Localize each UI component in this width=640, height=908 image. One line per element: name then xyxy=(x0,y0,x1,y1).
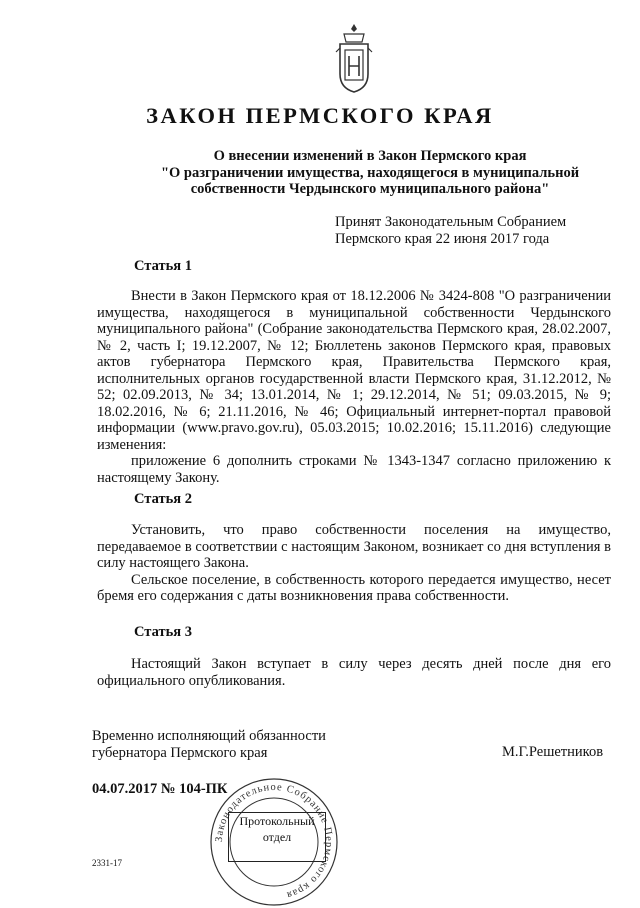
article-3-paragraph: Настоящий Закон вступает в силу через десять дней после дня его официального опубликования. xyxy=(97,656,611,689)
article-1-heading: Статья 1 xyxy=(134,258,192,274)
signatory-name: М.Г.Решетников xyxy=(502,744,604,760)
signatory-position-line: Временно исполняющий обязанности xyxy=(92,728,326,744)
adoption-line: Принят Законодательным Собранием xyxy=(335,214,567,230)
stamp-inner-line: Протокольный xyxy=(239,814,315,828)
law-number: 04.07.2017 № 104-ПК xyxy=(92,781,228,797)
subtitle-line: О внесении изменений в Закон Пермского края xyxy=(213,148,527,164)
article-2-paragraph: Установить, что право собственности поселения на имущество, передаваемое в соответствии с настоящим Законом, возникает со дня вступления в силу настоящего Закона. xyxy=(97,522,611,571)
coat-of-arms-emblem xyxy=(334,22,374,94)
article-1-paragraph: Внести в Закон Пермского края от 18.12.2006 № 3424-808 "О разграничении имущества, находящегося в муниципальной собственности Чердынского муниципального района" (Собрание законодательства Пермского края, 28.02.2007, № 2, часть I; 19.12.2007, № 12; Бюллетень законов Пермского края, правовых актов губернатора Пермского края, Правительства Пермского края, исполнительных органов государственной власти Пермского края, 31.12.2012, № 52; 02.09.2013, № 34; 13.01.2014, № 1; 29.12.2014, № 51; 09.03.2015, № 9; 18.02.2016, № 6; 21.11.2016, № 46; Официальный интернет-портал правовой информации (www.pravo.gov.ru), 05.03.2015; 10.02.2016; 15.11.2016) следующие изменения: xyxy=(97,288,611,453)
document-subtitle xyxy=(150,148,590,198)
signatory-position-line: губернатора Пермского края xyxy=(92,744,268,761)
signatory-position xyxy=(92,728,326,761)
article-3-heading: Статья 3 xyxy=(134,624,192,640)
adoption-line: Пермского края 22 июня 2017 года xyxy=(335,230,550,247)
subtitle-line: "О разграничении имущества, находящегося в муниципальной xyxy=(160,164,580,181)
article-2-paragraph: Сельское поселение, в собственность которого передается имущество, несет бремя его содержания с даты возникновения права собственности. xyxy=(97,571,611,604)
adoption-note xyxy=(335,214,566,247)
document-title: ЗАКОН ПЕРМСКОГО КРАЯ xyxy=(146,103,494,128)
subtitle-line: собственности Чердынского муниципального района" xyxy=(190,181,550,197)
article-1-paragraph: приложение 6 дополнить строками № 1343-1347 согласно приложению к настоящему Закону. xyxy=(97,453,611,486)
article-2-body xyxy=(97,522,611,605)
article-3-body xyxy=(97,656,611,689)
stamp-inner-label xyxy=(228,812,326,862)
footer-code: 2331-17 xyxy=(92,858,122,868)
stamp-ring-text: Законодательное Собрание Пермского края xyxy=(213,781,335,901)
stamp-inner-line: отдел xyxy=(262,830,292,844)
article-2-heading: Статья 2 xyxy=(134,491,192,507)
article-1-body xyxy=(97,288,611,486)
